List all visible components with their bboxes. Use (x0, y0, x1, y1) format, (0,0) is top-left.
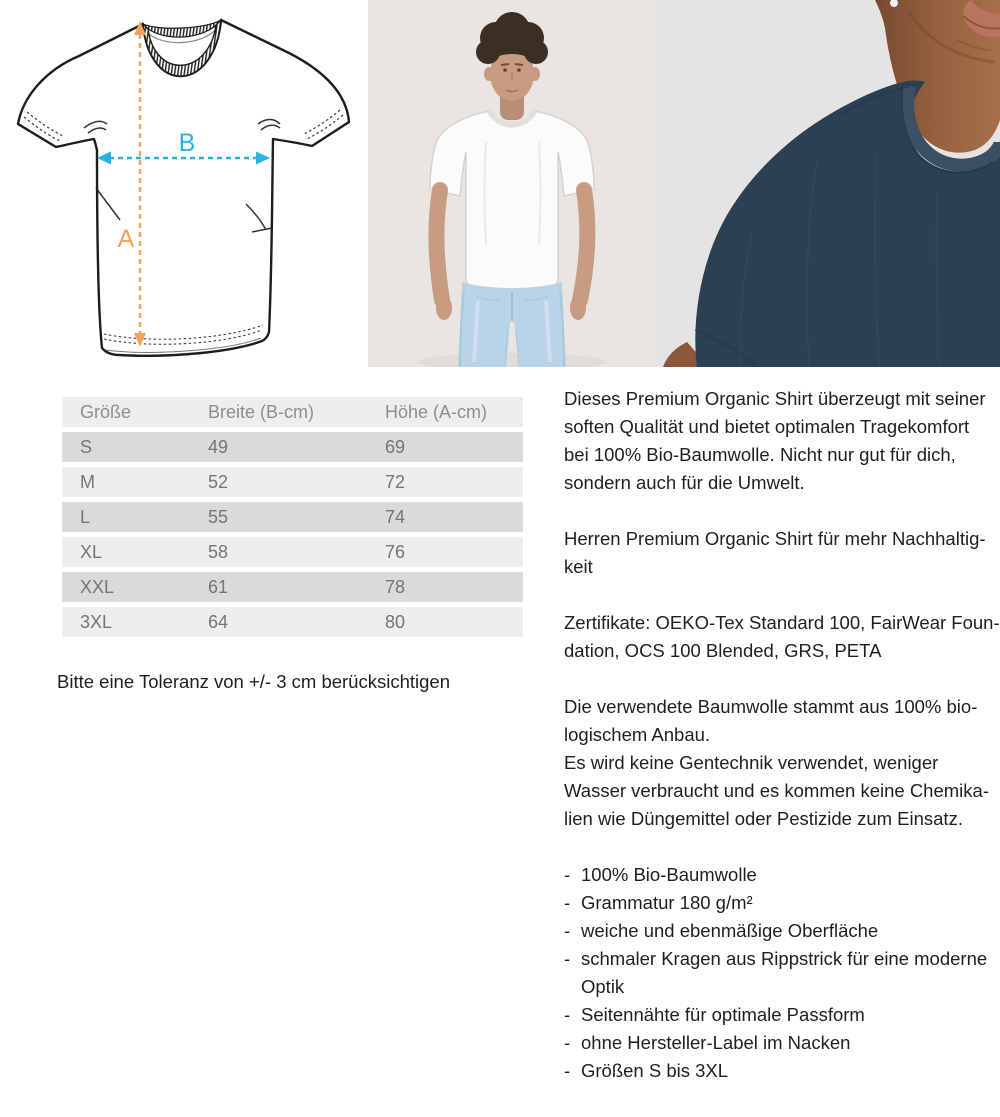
tolerance-note: Bitte eine Toleranz von +/- 3 cm berücksichtigen (57, 671, 450, 692)
size-table-row (62, 467, 523, 497)
size-table-cell: 64 (208, 612, 229, 632)
feature-text (581, 1001, 865, 1029)
size-table-cell: 76 (385, 542, 406, 562)
size-table-cell: S (80, 437, 93, 457)
text-line: Optik (581, 976, 625, 997)
feature-item (564, 1057, 1000, 1085)
model-photo (368, 0, 657, 367)
col-header-height: Höhe (A-cm) (385, 402, 488, 422)
description-paragraph (564, 525, 1000, 581)
text-line: keit (564, 556, 593, 577)
text-line: Seitennähte für optimale Passform (581, 1004, 865, 1025)
size-table-cell: 61 (208, 577, 229, 597)
size-diagram-panel (0, 0, 368, 367)
size-table-row (62, 607, 523, 637)
text-line: lien wie Düngemittel oder Pestizide zum Einsatz. (564, 808, 963, 829)
text-line: Es wird keine Gentechnik verwendet, weniger (564, 752, 939, 773)
bullet-marker: - (564, 1004, 571, 1025)
size-table-cell: XXL (80, 577, 115, 597)
text-line: weiche und ebenmäßige Oberfläche (581, 920, 879, 941)
size-table-cell: XL (80, 542, 103, 562)
text-line: Die verwendete Baumwolle stammt aus 100% bio- (564, 696, 978, 717)
size-table-cell: M (80, 472, 95, 492)
text-line: soften Qualität und bietet optimalen Tragekomfort (564, 416, 970, 437)
feature-text (581, 889, 753, 917)
bullet-marker: - (564, 1032, 571, 1053)
size-table-cell: L (80, 507, 91, 527)
description-paragraph (564, 693, 1000, 833)
feature-text (581, 1029, 850, 1057)
size-table-row (62, 502, 523, 532)
feature-text (581, 945, 987, 1001)
text-line: sondern auch für die Umwelt. (564, 472, 805, 493)
text-line: 100% Bio-Baumwolle (581, 864, 757, 885)
bullet-marker: - (564, 1060, 571, 1081)
size-table (62, 397, 523, 642)
size-table-cell: 72 (385, 472, 406, 492)
feature-list (564, 861, 1000, 1085)
description-paragraphs (564, 385, 1000, 833)
size-table-cell: 74 (385, 507, 406, 527)
label-a: A (117, 225, 135, 253)
text-line: dation, OCS 100 Blended, GRS, PETA (564, 640, 882, 661)
text-line: Herren Premium Organic Shirt für mehr Nachhaltig- (564, 528, 986, 549)
size-table-body (62, 432, 523, 637)
label-b: B (178, 129, 196, 157)
text-line: ohne Hersteller-Label im Nacken (581, 1032, 851, 1053)
feature-item (564, 889, 1000, 917)
description-paragraph (564, 609, 1000, 665)
size-table-cell: 52 (208, 472, 229, 492)
feature-item (564, 861, 1000, 889)
text-line: schmaler Kragen aus Rippstrick für eine moderne (581, 948, 988, 969)
text-line: logischem Anbau. (564, 724, 711, 745)
feature-item (564, 945, 1000, 1001)
detail-photo-image (657, 0, 1000, 367)
description-paragraph (564, 385, 1000, 497)
bullet-marker: - (564, 920, 571, 941)
size-table-row (62, 537, 523, 567)
size-table-cell: 55 (208, 507, 229, 527)
size-table-row (62, 572, 523, 602)
feature-item (564, 1029, 1000, 1057)
feature-text (581, 861, 757, 889)
text-line: bei 100% Bio-Baumwolle. Nicht nur gut für dich, (564, 444, 956, 465)
text-line: Zertifikate: OEKO-Tex Standard 100, FairWear Foun- (564, 612, 1000, 633)
description (564, 385, 1000, 1085)
detail-photo (657, 0, 1000, 367)
bullet-marker: - (564, 948, 571, 969)
size-table-cell: 69 (385, 437, 406, 457)
size-table-cell: 78 (385, 577, 406, 597)
text-line: Grammatur 180 g/m² (581, 892, 753, 913)
feature-text (581, 1057, 728, 1085)
bullet-marker: - (564, 864, 571, 885)
tshirt-diagram (0, 0, 368, 367)
col-header-size: Größe (80, 402, 132, 422)
size-table-cell: 80 (385, 612, 406, 632)
col-header-width: Breite (B-cm) (208, 402, 315, 422)
size-table-cell: 58 (208, 542, 229, 562)
text-line: Dieses Premium Organic Shirt überzeugt mit seiner (564, 388, 986, 409)
size-table-cell: 3XL (80, 612, 113, 632)
feature-item (564, 917, 1000, 945)
feature-text (581, 917, 878, 945)
bullet-marker: - (564, 892, 571, 913)
model-photo-image (368, 0, 657, 367)
text-line: Wasser verbraucht und es kommen keine Chemika- (564, 780, 989, 801)
size-table-header (62, 397, 523, 427)
text-line: Größen S bis 3XL (581, 1060, 729, 1081)
feature-item (564, 1001, 1000, 1029)
size-table-row (62, 432, 523, 462)
size-table-cell: 49 (208, 437, 229, 457)
